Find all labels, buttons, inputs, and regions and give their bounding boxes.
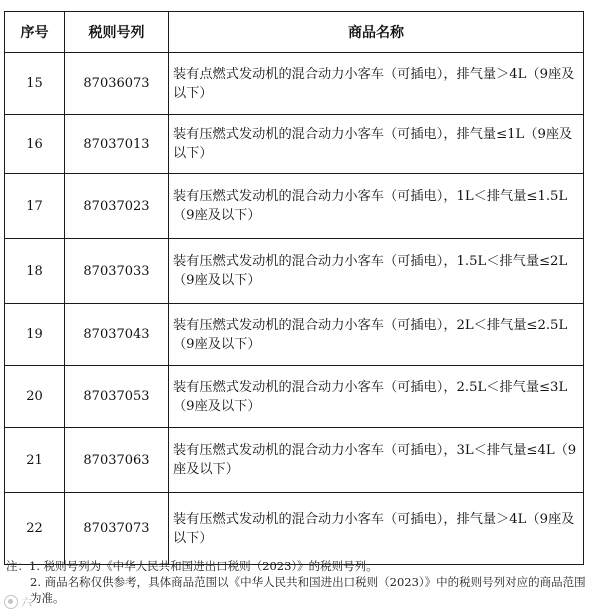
header-code: 税则号列 [65, 12, 169, 53]
row-name: 装有压燃式发动机的混合动力小客车（可插电），1.5L＜排气量≤2L（9座及以下） [169, 239, 584, 304]
row-name: 装有压燃式发动机的混合动力小客车（可插电），2.5L＜排气量≤3L（9座及以下） [169, 366, 584, 428]
table-notes [6, 558, 586, 606]
table-row [5, 366, 584, 428]
row-code: 87037073 [65, 493, 169, 565]
row-code: 87037023 [65, 174, 169, 239]
row-code: 87037063 [65, 428, 169, 493]
row-code: 87036073 [65, 53, 169, 115]
header-name: 商品名称 [169, 12, 584, 53]
table-row [5, 493, 584, 565]
table-row [5, 239, 584, 304]
watermark [4, 594, 32, 610]
row-seq: 20 [5, 366, 65, 428]
header-seq: 序号 [5, 12, 65, 53]
row-name: 装有压燃式发动机的混合动力小客车（可插电），2L＜排气量≤2.5L（9座及以下） [169, 304, 584, 366]
table-row [5, 115, 584, 174]
table-row [5, 53, 584, 115]
row-name: 装有压燃式发动机的混合动力小客车（可插电），3L＜排气量≤4L（9座及以下） [169, 428, 584, 493]
row-seq: 18 [5, 239, 65, 304]
vehicle-tariff-table [4, 11, 584, 565]
row-seq: 17 [5, 174, 65, 239]
row-name: 装有点燃式发动机的混合动力小客车（可插电），排气量＞4L（9座及以下） [169, 53, 584, 115]
row-seq: 22 [5, 493, 65, 565]
table-row [5, 174, 584, 239]
row-name: 装有压燃式发动机的混合动力小客车（可插电），排气量＞4L（9座及以下） [169, 493, 584, 565]
row-code: 87037053 [65, 366, 169, 428]
watermark-logo-icon [4, 595, 18, 609]
row-seq: 19 [5, 304, 65, 366]
note-line-1: 注：1. 税则号列为《中华人民共和国进出口税则（2023）》的税则号列。 [6, 559, 378, 573]
row-name: 装有压燃式发动机的混合动力小客车（可插电），排气量≤1L（9座及以下） [169, 115, 584, 174]
row-code: 87037013 [65, 115, 169, 174]
note-line-2: 2. 商品名称仅供参考，具体商品范围以《中华人民共和国进出口税则（2023）》中的税则号列对应的商品范围为准。 [30, 575, 586, 605]
table-header-row [5, 12, 584, 53]
row-seq: 16 [5, 115, 65, 174]
row-code: 87037033 [65, 239, 169, 304]
row-seq: 21 [5, 428, 65, 493]
watermark-text: 六 [21, 596, 32, 609]
row-code: 87037043 [65, 304, 169, 366]
row-name: 装有压燃式发动机的混合动力小客车（可插电），1L＜排气量≤1.5L（9座及以下） [169, 174, 584, 239]
row-seq: 15 [5, 53, 65, 115]
table-row [5, 304, 584, 366]
table-row [5, 428, 584, 493]
